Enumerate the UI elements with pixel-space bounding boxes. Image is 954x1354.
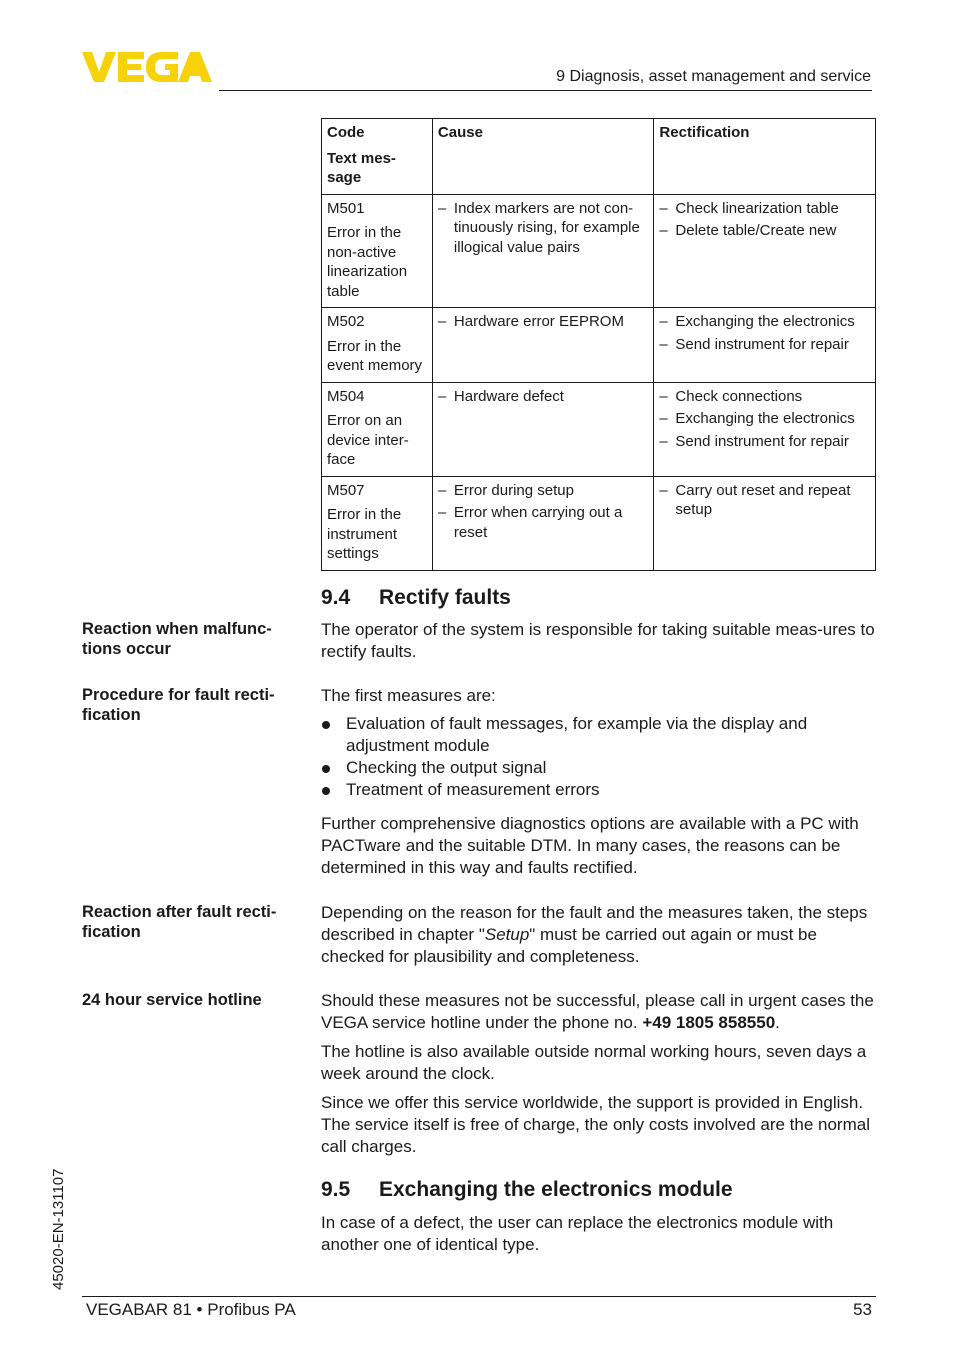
cause-cell	[432, 308, 654, 383]
list-item: Evaluation of fault messages, for example via the display and adjustment module	[321, 713, 877, 757]
rectification-item: – Exchanging the electronics	[659, 312, 870, 332]
rectification-cell	[654, 194, 876, 308]
section-heading-9-4	[321, 586, 511, 610]
after-block	[321, 902, 877, 968]
rectification-item: – Carry out reset and repeat setup	[659, 481, 870, 520]
hotline-hours: The hotline is also available outside normal working hours, seven days a week around the clock.	[321, 1042, 867, 1083]
cause-cell	[432, 194, 654, 308]
hotline-text-part: .	[775, 1013, 780, 1032]
hotline-phone: +49 1805 858550	[642, 1013, 776, 1032]
table-header-row	[322, 119, 876, 195]
cause-cell	[432, 382, 654, 476]
fault-code: M502	[327, 313, 365, 330]
side-label-after: Reaction after fault recti-fication	[82, 903, 277, 941]
hotline-block	[321, 990, 877, 1158]
reaction-paragraph: The operator of the system is responsible for taking suitable meas-ures to rectify faults.	[321, 620, 875, 661]
fault-code: M501	[327, 199, 365, 217]
electronics-paragraph: In case of a defect, the user can replace the electronics module with another one of identical type.	[321, 1213, 834, 1254]
table-row	[322, 382, 876, 476]
cause-item: – Error when carrying out a reset	[438, 503, 649, 542]
cause-item: – Hardware defect	[438, 387, 649, 407]
cause-item: – Hardware error EEPROM	[438, 312, 649, 332]
electronics-text	[321, 1212, 877, 1256]
hotline-text-part: Should these measures not be successful, please call in urgent cases the VEGA service hotline under the phone no.	[321, 991, 874, 1032]
header-rectification: Rectification	[654, 119, 876, 195]
rectification-item: – Send instrument for repair	[659, 432, 870, 452]
section-heading-9-5	[321, 1178, 733, 1202]
fault-text: Error in the event memory	[327, 337, 423, 374]
code-cell	[322, 382, 433, 476]
procedure-more: Further comprehensive diagnostics options are available with a PC with PACTware and the suitable DTM. In many cases, the reasons can be determined in this way and faults rectified.	[321, 814, 859, 877]
after-text-part: " must be carried out again or must be checked for plausibility and completeness.	[321, 925, 817, 966]
header-code-cell	[322, 119, 433, 195]
rectification-item: – Delete table/Create new	[659, 221, 870, 241]
document-number: 45020-EN-131107	[50, 1168, 67, 1290]
after-paragraph	[321, 902, 877, 968]
footer-product: VEGABAR 81 • Profibus PA	[86, 1300, 296, 1319]
rectification-cell	[654, 382, 876, 476]
page-number: 53	[853, 1300, 872, 1319]
rectification-cell	[654, 476, 876, 570]
table-row	[322, 194, 876, 308]
reaction-text	[321, 619, 877, 663]
header-divider	[219, 90, 872, 91]
header-text-message: Text mes- sage	[327, 149, 396, 186]
fault-text: Error in the non-active linearization table	[327, 224, 408, 300]
cause-item: – Index markers are not con-tinuously rising, for example illogical value pairs	[438, 199, 649, 258]
procedure-list	[321, 713, 877, 801]
hotline-language: Since we offer this service worldwide, the support is provided in English. The service itself is free of charge, the only costs involved are the normal call charges.	[321, 1093, 870, 1156]
code-cell	[322, 194, 433, 308]
fault-text: Error on an device inter-face	[327, 412, 409, 468]
rectification-item: – Send instrument for repair	[659, 335, 870, 355]
list-item: Treatment of measurement errors	[321, 779, 877, 801]
side-label-procedure: Procedure for fault recti-fication	[82, 686, 275, 724]
rectification-cell	[654, 308, 876, 383]
list-item: Checking the output signal	[321, 757, 877, 779]
cause-cell	[432, 476, 654, 570]
table-row	[322, 476, 876, 570]
section-title: Exchanging the electronics module	[379, 1178, 733, 1201]
after-text-part: Depending on the reason for the fault and the measures taken, the steps described in chapter "	[321, 903, 868, 944]
section-title: Rectify faults	[379, 586, 511, 609]
procedure-intro: The first measures are:	[321, 686, 496, 705]
fault-code: M504	[327, 387, 365, 405]
fault-code: M507	[327, 481, 365, 499]
rectification-item: – Check connections	[659, 387, 870, 407]
hotline-paragraph	[321, 990, 877, 1034]
side-label-hotline: 24 hour service hotline	[82, 991, 262, 1009]
rectification-item: – Exchanging the electronics	[659, 409, 870, 429]
table-row	[322, 308, 876, 383]
section-number: 9.4	[321, 586, 351, 609]
procedure-block	[321, 685, 877, 879]
footer-divider	[82, 1296, 876, 1297]
code-cell	[322, 308, 433, 383]
side-label-reaction: Reaction when malfunc-tions occur	[82, 620, 272, 658]
code-cell	[322, 476, 433, 570]
setup-reference: Setup	[484, 925, 530, 944]
header-section-title: 9 Diagnosis, asset management and service	[556, 68, 871, 85]
section-number: 9.5	[321, 1178, 351, 1201]
fault-code-table	[321, 118, 876, 571]
vega-logo	[82, 50, 212, 84]
cause-item: – Error during setup	[438, 481, 649, 501]
fault-text: Error in the instrument settings	[327, 506, 402, 562]
rectification-item: – Check linearization table	[659, 199, 870, 219]
header-cause: Cause	[432, 119, 654, 195]
header-code: Code	[327, 124, 365, 141]
